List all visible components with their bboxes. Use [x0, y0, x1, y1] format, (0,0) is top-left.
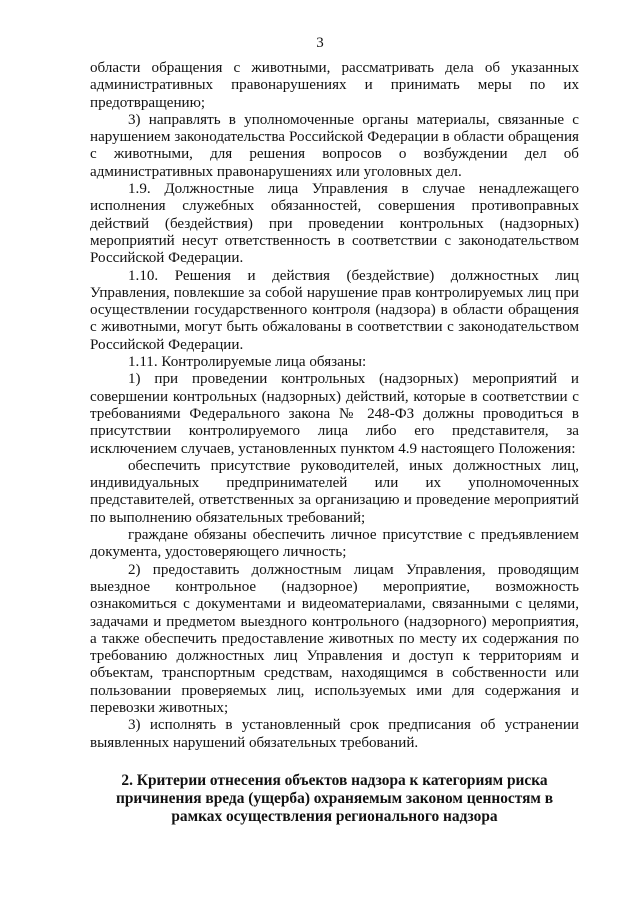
paragraph-1-9: 1.9. Должностные лица Управления в случае ненадлежащего исполнения служебных обязанностей, совершения противоправных действий (бездействия) при проведении контрольных (надзорных) мероприятий несут ответственность в соответствии с законодательством Российской Федерации.	[90, 181, 579, 267]
paragraph-obligation-3: 3) исполнять в установленный срок предписания об устранении выявленных нарушений обязательных требований.	[90, 717, 579, 751]
paragraph-obligation-1: 1) при проведении контрольных (надзорных) мероприятий и совершении контрольных (надзорных) действий, которые в соответствии с требованиями Федерального закона № 248-ФЗ должны проводиться в присутствии контролируемого лица либо его представителя, за исключением случаев, установленных пунктом 4.9 настоящего Положения:	[90, 371, 579, 457]
paragraph-citizens-presence: граждане обязаны обеспечить личное присутствие с предъявлением документа, удостоверяющего личность;	[90, 527, 579, 561]
paragraph-1-10: 1.10. Решения и действия (бездействие) должностных лиц Управления, повлекшие за собой нарушение прав контролируемых лиц при осуществлении государственного контроля (надзора) в области обращения с животными, могут быть обжалованы в соответствии с законодательством Российской Федерации.	[90, 267, 579, 353]
document-body	[90, 60, 579, 752]
paragraph-ensure-presence: обеспечить присутствие руководителей, иных должностных лиц, индивидуальных предпринимателей или их уполномоченных представителей, ответственных за организацию и проведение мероприятий по выполнению обязательных требований;	[90, 457, 579, 526]
paragraph-item-3-direct-materials: 3) направлять в уполномоченные органы материалы, связанные с нарушением законодательства Российской Федерации в области обращения с животными, для решения вопросов о возбуждении дел об административных правонарушениях или уголовных дел.	[90, 111, 579, 180]
paragraph-obligation-2: 2) предоставить должностным лицам Управления, проводящим выездное контрольное (надзорное) мероприятие, возможность ознакомиться с документами и видеоматериалами, связанными с целями, задачами и предметом выездного контрольного (надзорного) мероприятия, а также обеспечить предоставление животных по месту их содержания по требованию должностных лиц Управления и доступ к территориям и объектам, транспортным средствам, находящимся в собственности или пользовании проверяемых лиц, используемых ими для содержания и перевозки животных;	[90, 561, 579, 716]
paragraph-continuation: области обращения с животными, рассматривать дела об указанных административных правонарушениях и принимать меры по их предотвращению;	[90, 60, 579, 111]
page-number: 3	[316, 35, 324, 51]
paragraph-1-11: 1.11. Контролируемые лица обязаны:	[128, 354, 367, 371]
section-heading: 2. Критерии отнесения объектов надзора к категориям риска причинения вреда (ущерба) охраняемым законом ценностям в рамках осуществления регионального надзора	[115, 772, 554, 825]
